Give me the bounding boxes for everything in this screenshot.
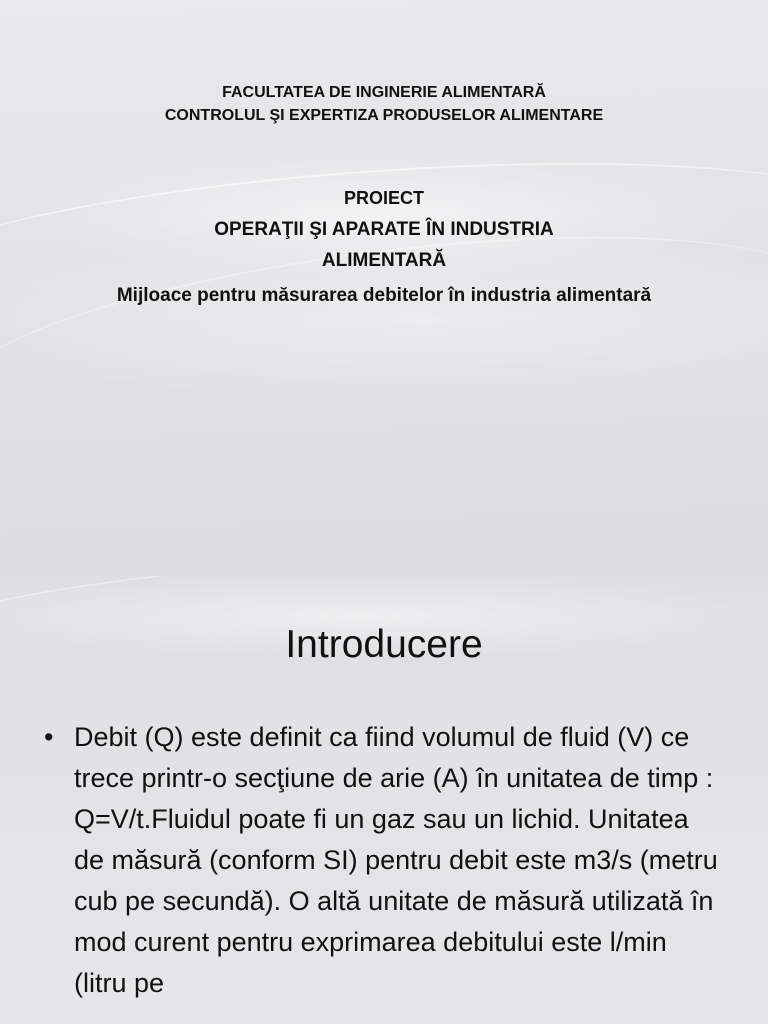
bullet-text: Debit (Q) este definit ca fiind volumul de fluid (V) ce trece printr-o secţiune de arie (A) în unitatea de timp : Q=V/t.Fluidul poate fi un gaz sau un lichid. Unitatea de măsură (conform SI) pentru debit este m3/s (metru cub pe secundă). O altă unitate de măsură utilizată în mod curent pentru exprimarea debitului este l/min (litru pe [74, 722, 718, 998]
list-item [44, 717, 724, 1004]
project-title-block [0, 182, 768, 312]
bullet-icon: • [44, 722, 54, 752]
bullet-list [44, 717, 724, 1004]
intro-slide [0, 576, 768, 1024]
project-label: PROIECT [343, 188, 424, 208]
program-name: CONTROLUL ŞI EXPERTIZA PRODUSELOR ALIMENTARE [164, 107, 604, 124]
slide-heading: Introducere [285, 623, 483, 666]
course-title: OPERAŢII ŞI APARATE ÎN INDUSTRIA ALIMENTARĂ [214, 219, 554, 271]
project-topic: Mijloace pentru măsurarea debitelor în industria alimentară [116, 285, 652, 306]
institution-header [0, 81, 768, 127]
faculty-name: FACULTATEA DE INGINERIE ALIMENTARĂ [222, 84, 546, 101]
